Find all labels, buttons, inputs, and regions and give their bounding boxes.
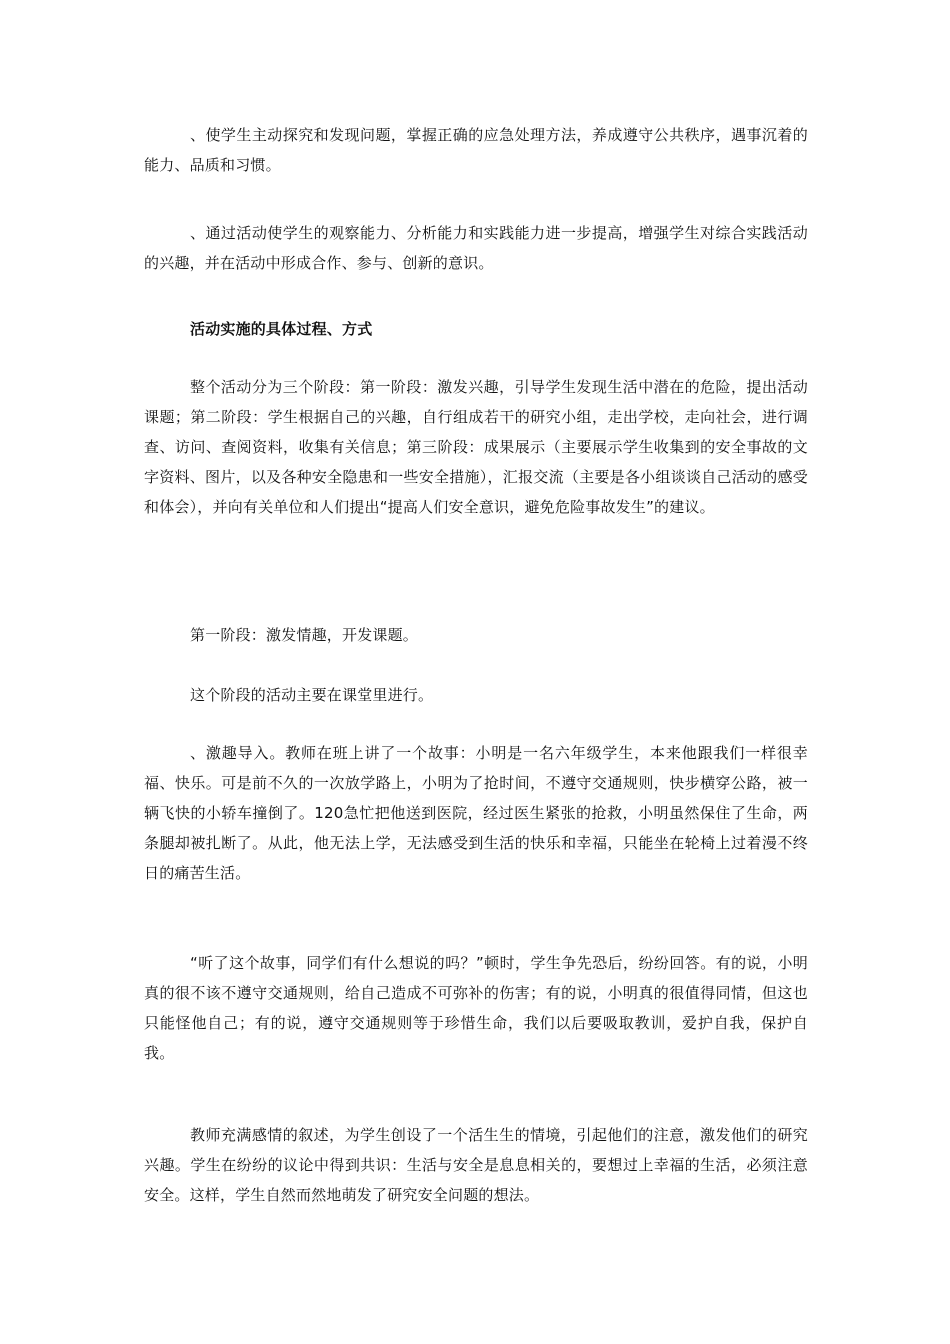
paragraph-three-stages: 整个活动分为三个阶段：第一阶段：激发兴趣，引导学生发现生活中潜在的危险，提出活动课题；第二阶段：学生根据自己的兴趣，自行组成若干的研究小组，走出学校，走向社会，进行调查、访问、查阅资料，收集有关信息；第三阶段：成果展示（主要展示学生收集到的安全事故的文字资料、图片，以及各种安全隐患和一些安全措施），汇报交流（主要是各小组谈谈自己活动的感受和体会），并向有关单位和人们提出“提高人们安全意识，避免危险事故发生”的建议。 — [144, 378, 808, 516]
paragraph-student-responses: “听了这个故事，同学们有什么想说的吗？”顿时，学生争先恐后，纷纷回答。有的说，小明真的很不该不遵守交通规则，给自己造成不可弥补的伤害；有的说，小明真的很值得同情，但这也只能怪他自己；有的说，遵守交通规则等于珍惜生命，我们以后要吸取教训，爱护自我，保护自我。 — [144, 954, 808, 1062]
paragraph-teacher-narration: 教师充满感情的叙述，为学生创设了一个活生生的情境，引起他们的注意，激发他们的研究兴趣。学生在纷纷的议论中得到共识：生活与安全是息息相关的，要想过上幸福的生活，必须注意安全。这样，学生自然而然地萌发了研究安全问题的想法。 — [144, 1126, 808, 1204]
section-heading-process: 活动实施的具体过程、方式 — [190, 320, 373, 338]
paragraph-story-intro: 、激趣导入。教师在班上讲了一个故事：小明是一名六年级学生，本来他跟我们一样很幸福、快乐。可是前不久的一次放学路上，小明为了抢时间，不遵守交通规则，快步横穿公路，被一辆飞快的小轿车撞倒了。120急忙把他送到医院，经过医生紧张的抢救，小明虽然保住了生命，两条腿却被扎断了。从此，他无法上学，无法感受到生活的快乐和幸福，只能坐在轮椅上过着漫不终日的痛苦生活。 — [144, 744, 808, 882]
paragraph-classroom: 这个阶段的活动主要在课堂里进行。 — [190, 686, 434, 704]
paragraph-objective-emergency: 、使学生主动探究和发现问题，掌握正确的应急处理方法，养成遵守公共秩序，遇事沉着的能力、品质和习惯。 — [144, 126, 808, 174]
paragraph-stage-one-title: 第一阶段：激发情趣，开发课题。 — [190, 626, 419, 644]
paragraph-objective-abilities: 、通过活动使学生的观察能力、分析能力和实践能力进一步提高，增强学生对综合实践活动的兴趣，并在活动中形成合作、参与、创新的意识。 — [144, 224, 808, 272]
